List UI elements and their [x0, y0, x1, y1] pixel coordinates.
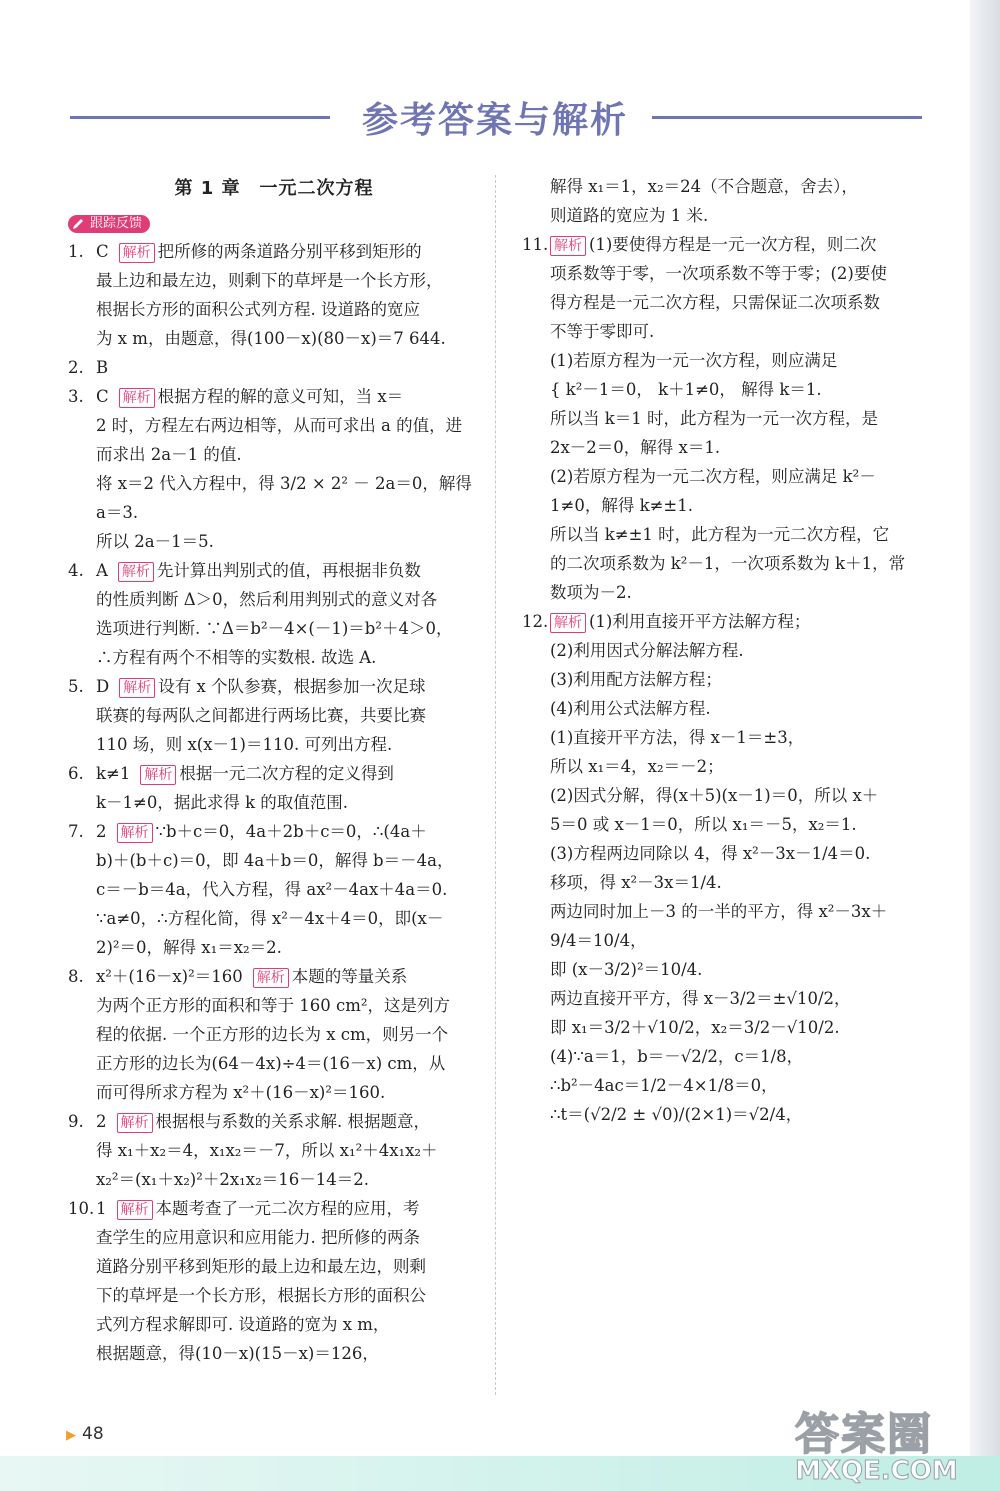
item-answer: 2: [96, 822, 107, 841]
intro-line: 解得 x₁＝1，x₂＝24（不合题意，舍去），: [550, 177, 858, 196]
item-line: (3)方程两边同除以 4，得 x²－3x－1/4＝0.: [550, 844, 871, 863]
item-number: 10.: [68, 1199, 95, 1218]
item-line: 最上边和最左边，则剩下的草坪是一个长方形，: [96, 271, 443, 290]
item-line: (3)利用配方法解方程；: [550, 670, 722, 689]
section-tag: [68, 215, 150, 233]
item-line: 所以当 k≠±1 时，此方程为一元二次方程，它: [550, 525, 890, 544]
answer-item: [68, 353, 480, 382]
item-line: 本题考查了一元二次方程的应用，考: [155, 1199, 420, 1218]
item-line: 得 x₁＋x₂＝4，x₁x₂＝－7，所以 x₁²＋4x₁x₂＋: [96, 1141, 438, 1160]
analysis-tag: 解析: [140, 765, 176, 785]
item-line: 先计算出判别式的值，再根据非负数: [156, 561, 421, 580]
item-answer: C: [96, 242, 109, 261]
item-line: 数项为－2.: [550, 583, 632, 602]
item-line: 的性质判断 Δ＞0，然后利用判别式的意义对各: [96, 590, 438, 609]
item-line: (4)∵a＝1，b＝－√2/2，c＝1/8，: [550, 1047, 804, 1066]
item-body: [96, 353, 480, 382]
item-line: ∵a≠0，∴方程化简，得 x²－4x＋4＝0，即(x－: [96, 909, 444, 928]
header-rule-left: [70, 116, 330, 119]
item-line: 不等于零即可.: [550, 322, 655, 341]
item-line: 而求出 2a－1 的值.: [96, 445, 242, 464]
answer-item: [68, 237, 480, 353]
item-line: 根据长方形的面积公式列方程. 设道路的宽应: [96, 300, 420, 319]
answer-item: [68, 1107, 480, 1194]
item-line: k－1≠0，据此求得 k 的取值范围.: [96, 793, 349, 812]
item-line: 1≠0，解得 k≠±1.: [550, 496, 693, 515]
item-line: 程的依据. 一个正方形的边长为 x cm，则另一个: [96, 1025, 449, 1044]
item-body: [96, 556, 480, 672]
analysis-tag: 解析: [117, 1200, 153, 1220]
analysis-tag: 解析: [550, 236, 586, 256]
intro-line: 则道路的宽应为 1 米.: [550, 206, 709, 225]
item-answer: A: [96, 561, 108, 580]
item-line: 道路分别平移到矩形的最上边和最左边，则剩: [96, 1257, 426, 1276]
item-line: 根据方程的解的意义可知，当 x＝: [157, 387, 404, 406]
chapter-title: 第 1 章 一元二次方程: [174, 178, 374, 199]
item-line: 2 时，方程左右两边相等，从而可求出 a 的值，进: [96, 416, 463, 435]
item-number: 11.: [522, 235, 549, 254]
item-number: 9.: [68, 1112, 84, 1131]
item-line: (1)若原方程为一元一次方程，则应满足: [550, 351, 838, 370]
item-first-line: [96, 1107, 480, 1136]
item-first-line: [96, 237, 480, 266]
item-first-line: [96, 817, 480, 846]
item-line: (2)因式分解，得(x＋5)(x－1)＝0，所以 x＋: [550, 786, 879, 805]
item-body: [96, 237, 480, 353]
item-line: 2x－2＝0，解得 x＝1.: [550, 438, 721, 457]
item-line: 移项，得 x²－3x＝1/4.: [550, 873, 722, 892]
item-first-line: [550, 607, 928, 636]
item-line: (2)利用因式分解法解方程.: [550, 641, 744, 660]
analysis-tag: 解析: [119, 678, 155, 698]
item-line: 两边直接开平方，得 x－3/2＝±√10/2，: [550, 989, 851, 1008]
answer-item: [68, 759, 480, 817]
item-line: ∴方程有两个不相等的实数根. 故选 A.: [96, 648, 377, 667]
page-number-label: 48: [82, 1424, 104, 1444]
item-answer: C: [96, 387, 109, 406]
item-number: 5.: [68, 677, 84, 696]
right-answer-list: [522, 230, 928, 1129]
item-body: [96, 382, 480, 556]
item-number: 7.: [68, 822, 84, 841]
item-line: 为 x m，由题意，得(100－x)(80－x)＝7 644.: [96, 329, 446, 348]
right-column: [522, 172, 928, 1129]
item-answer: D: [96, 677, 110, 696]
item-line: 根据题意，得(10－x)(15－x)＝126，: [96, 1344, 379, 1363]
page-title: 参考答案与解析: [361, 100, 628, 141]
item-body: [550, 607, 928, 1129]
analysis-tag: 解析: [117, 823, 153, 843]
item-number: 1.: [68, 242, 84, 261]
left-answer-list: [68, 237, 480, 1368]
watermark-line2: MXQE.COM: [795, 1456, 958, 1486]
item-line: 所以当 k＝1 时，此方程为一元一次方程，是: [550, 409, 878, 428]
item-first-line: [96, 353, 480, 382]
item-number: 8.: [68, 967, 84, 986]
item-line: { k²－1＝0， k＋1≠0， 解得 k＝1.: [550, 380, 822, 399]
item-line: ∵b＋c＝0，4a＋2b＋c＝0，∴(4a＋: [155, 822, 427, 841]
item-first-line: [96, 759, 480, 788]
item-line: c＝－b＝4a，代入方程，得 ax²－4ax＋4a＝0.: [96, 880, 448, 899]
watermark: [795, 1398, 990, 1486]
item-answer: 1: [96, 1199, 107, 1218]
column-divider: [495, 175, 496, 1395]
item-line: 得方程是一元二次方程，只需保证二次项系数: [550, 293, 880, 312]
item-number: 4.: [68, 561, 84, 580]
answer-item: [68, 962, 480, 1107]
item-line: 联赛的每两队之间都进行两场比赛，共要比赛: [96, 706, 426, 725]
answer-item: [68, 382, 480, 556]
answer-item: [522, 607, 928, 1129]
item-line: 110 场，则 x(x－1)＝110. 可列出方程.: [96, 735, 393, 754]
section-tag-label: 跟踪反馈: [90, 216, 143, 231]
analysis-tag: 解析: [253, 968, 289, 988]
item-line: (1)要使得方程是一元一次方程，则二次: [589, 235, 877, 254]
item-line: 本题的等量关系: [291, 967, 408, 986]
item-line: a＝3.: [96, 503, 139, 522]
answer-item: [68, 1194, 480, 1368]
answer-item: [68, 556, 480, 672]
item-body: [96, 1194, 480, 1368]
item-line: 项系数等于零，一次项系数不等于零；(2)要使: [550, 264, 887, 283]
item-number: 2.: [68, 358, 84, 377]
item-line: (1)直接开平方法，得 x－1＝±3，: [550, 728, 805, 747]
item-first-line: [550, 230, 928, 259]
item-line: 查学生的应用意识和应用能力. 把所修的两条: [96, 1228, 420, 1247]
item-line: 正方形的边长为(64－4x)÷4＝(16－x) cm，从: [96, 1054, 446, 1073]
item-line: 把所修的两条道路分别平移到矩形的: [157, 242, 422, 261]
item-first-line: [96, 962, 480, 991]
item-line: 所以 x₁＝4，x₂＝－2；: [550, 757, 724, 776]
left-column: [68, 172, 480, 1368]
watermark-line1: 答案圈: [795, 1409, 933, 1460]
item-body: [550, 230, 928, 607]
item-line: 将 x＝2 代入方程中，得 3/2 × 2² － 2a＝0，解得: [96, 474, 472, 493]
item-line: b)＋(b＋c)＝0，即 4a＋b＝0，解得 b＝－4a，: [96, 851, 454, 870]
item-line: 根据一元二次方程的定义得到: [179, 764, 394, 783]
item-line: 根据根与系数的关系求解. 根据题意，: [155, 1112, 430, 1131]
item-body: [96, 962, 480, 1107]
item-line: ∴t＝(√2/2 ± √0)/(2×1)＝√2/4，: [550, 1105, 803, 1124]
item-first-line: [96, 1194, 480, 1223]
item-number: 3.: [68, 387, 84, 406]
answer-item: [68, 817, 480, 962]
item-body: [96, 817, 480, 962]
item-answer: 2: [96, 1112, 107, 1131]
item-line: 两边同时加上－3 的一半的平方，得 x²－3x＋: [550, 902, 888, 921]
item-line: 为两个正方形的面积和等于 160 cm²，这是列方: [96, 996, 450, 1015]
item-line: 而可得所求方程为 x²＋(16－x)²＝160.: [96, 1083, 386, 1102]
item-line: 所以 2a－1＝5.: [96, 532, 214, 551]
item-body: [96, 1107, 480, 1194]
item-line: (4)利用公式法解方程.: [550, 699, 711, 718]
analysis-tag: 解析: [117, 1113, 153, 1133]
item-answer: k≠1: [96, 764, 131, 783]
item-line: 的二次项系数为 k²－1，一次项系数为 k＋1，常: [550, 554, 906, 573]
item-line: (1)利用直接开平方法解方程；: [589, 612, 811, 631]
item-line: 下的草坪是一个长方形，根据长方形的面积公: [96, 1286, 426, 1305]
item-first-line: [96, 382, 480, 411]
item-answer: x²＋(16－x)²＝160: [96, 967, 243, 986]
page-header: [70, 92, 922, 142]
analysis-tag: 解析: [550, 613, 586, 633]
item-first-line: [96, 556, 480, 585]
item-body: [96, 672, 480, 759]
page-number: [66, 1424, 104, 1444]
item-number: 12.: [522, 612, 549, 631]
item-answer: B: [96, 358, 109, 377]
answer-item: [522, 230, 928, 607]
header-rule-right: [652, 116, 922, 119]
analysis-tag: 解析: [119, 243, 155, 263]
item-line: 9/4＝10/4，: [550, 931, 647, 950]
page-arrow-icon: ▶: [66, 1428, 76, 1443]
item-line: x₂²＝(x₁＋x₂)²＋2x₁x₂＝16－14＝2.: [96, 1170, 369, 1189]
item-line: 即 (x－3/2)²＝10/4.: [550, 960, 703, 979]
right-intro: [522, 172, 928, 230]
answer-item: [68, 672, 480, 759]
page-edge: [970, 0, 1000, 1491]
item-number: 6.: [68, 764, 84, 783]
item-line: 选项进行判断. ∵Δ＝b²－4×(－1)＝b²＋4＞0，: [96, 619, 453, 638]
item-line: 设有 x 个队参赛，根据参加一次足球: [158, 677, 426, 696]
item-line: ∴b²－4ac＝1/2－4×1/8＝0，: [550, 1076, 778, 1095]
item-body: [96, 759, 480, 817]
item-line: 式列方程求解即可. 设道路的宽为 x m，: [96, 1315, 390, 1334]
pencil-icon: [71, 217, 85, 231]
item-line: 5＝0 或 x－1＝0，所以 x₁＝－5，x₂＝1.: [550, 815, 857, 834]
analysis-tag: 解析: [119, 388, 155, 408]
item-line: 即 x₁＝3/2＋√10/2，x₂＝3/2－√10/2.: [550, 1018, 840, 1037]
item-first-line: [96, 672, 480, 701]
item-line: 2)²＝0，解得 x₁＝x₂＝2.: [96, 938, 282, 957]
item-line: (2)若原方程为一元二次方程，则应满足 k²－: [550, 467, 876, 486]
analysis-tag: 解析: [118, 562, 154, 582]
